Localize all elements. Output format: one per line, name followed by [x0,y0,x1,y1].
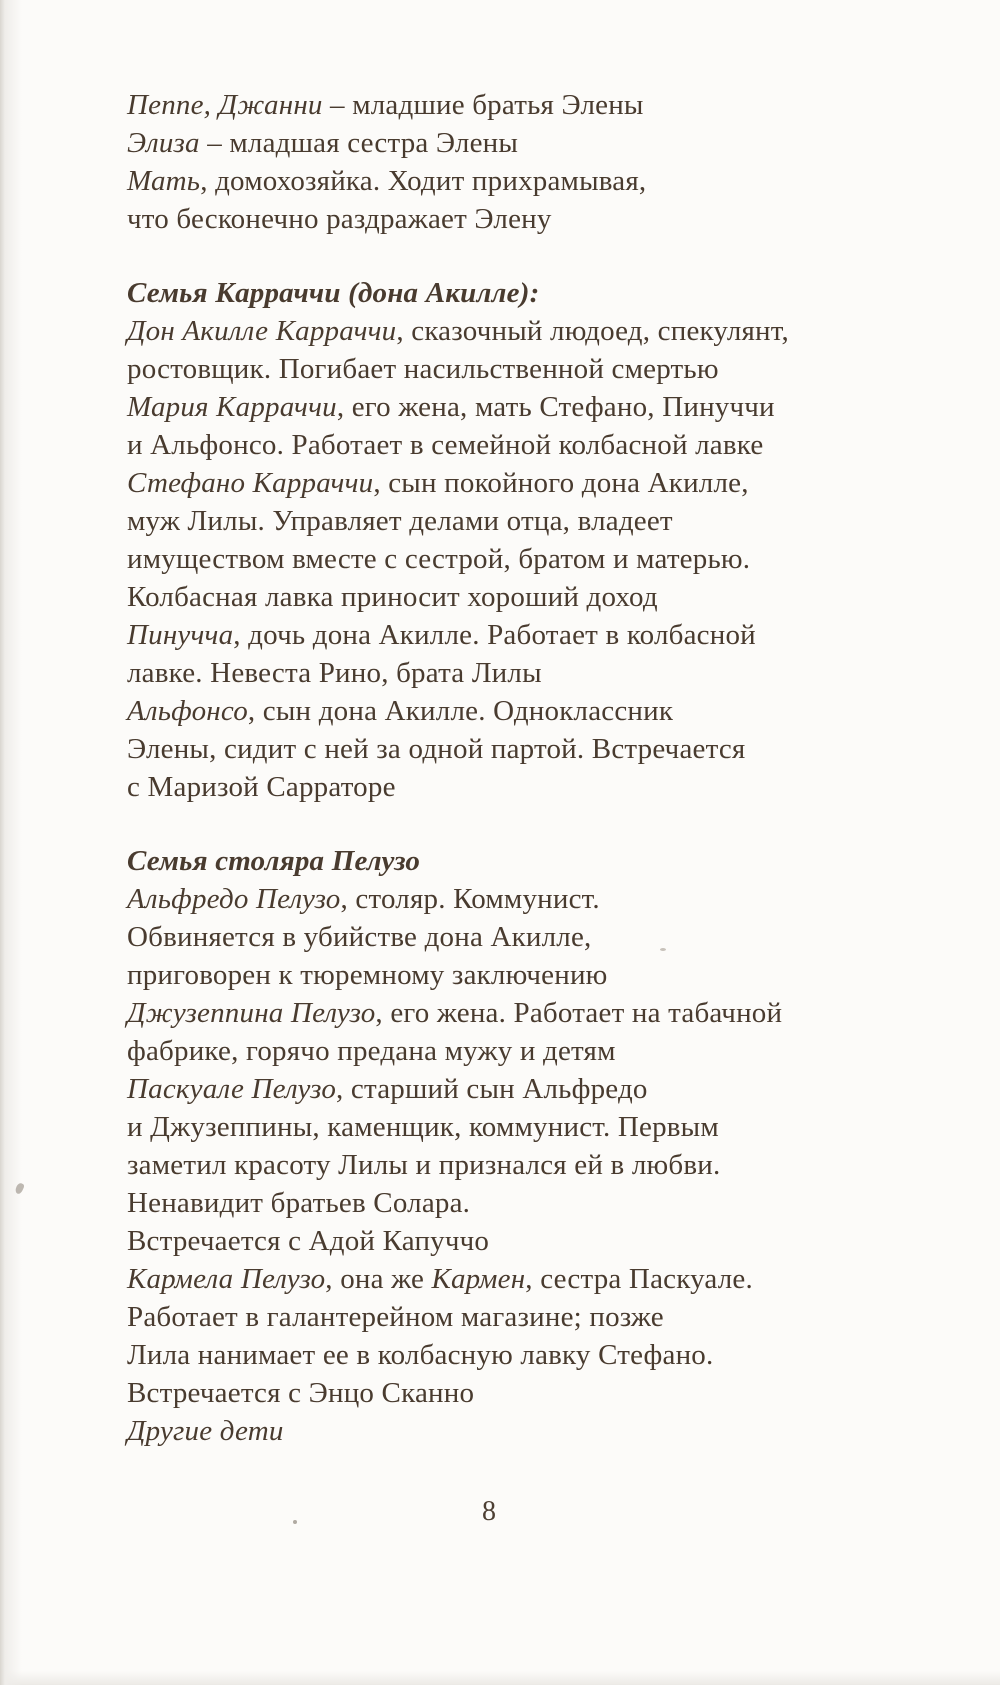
page-number: 8 [482,1496,496,1527]
character-name: Стефано Карраччи [127,467,374,499]
text-line [127,426,899,464]
text-block [127,842,899,1450]
text-line [127,918,899,956]
text-line [127,1184,899,1222]
text-line [127,654,899,692]
text-line [127,1032,899,1070]
text-line [127,768,899,806]
line-text: Встречается с Адой Капуччо [127,1225,490,1257]
line-text: , сестра Паскуале. [525,1263,753,1295]
line-text: , его жена. Работает на табачной [375,997,783,1029]
character-name: Кармен [431,1263,526,1295]
line-text: Обвиняется в убийстве дона Акилле, [127,921,592,953]
text-line [127,86,899,124]
line-text: Ненавидит братьев Солара. [127,1187,471,1219]
text-line [127,1108,899,1146]
text-line [127,350,899,388]
section-heading: Семья столяра Пелузо [127,845,421,877]
line-text: Колбасная лавка приносит хороший доход [127,581,658,613]
line-text: муж Лилы. Управляет делами отца, владеет [127,505,673,537]
text-line [127,730,899,768]
character-name: Паскуале Пелузо [127,1073,337,1105]
line-text: что бесконечно раздражает Элену [127,203,552,235]
line-text: , столяр. Коммунист. [340,883,600,915]
character-name: Элиза [127,127,200,159]
line-text: фабрике, горячо предана мужу и детям [127,1035,616,1067]
character-name: Пинучча [127,619,234,651]
character-name: Дон Акилле Карраччи [127,315,397,347]
section-heading: Семья Карраччи (дона Акилле): [127,277,540,309]
line-text: , сказочный людоед, спекулянт, [396,315,789,347]
line-text: , она же [325,1263,432,1295]
line-text: , старший сын Альфредо [336,1073,648,1105]
line-text: и Джузеппины, каменщик, коммунист. Первым [127,1111,719,1143]
text-line [127,616,899,654]
line-text: , дочь дона Акилле. Работает в колбасной [233,619,756,651]
text-line [127,880,899,918]
text-line [127,502,899,540]
character-name: Пеппе, Джанни [127,89,323,121]
line-text: Встречается с Энцо Сканно [127,1377,475,1409]
scan-artifact [660,948,666,951]
line-text: , сын покойного дона Акилле, [373,467,749,499]
text-line [127,124,899,162]
character-name: Другие дети [127,1415,284,1447]
line-text: с Маризой Сарраторе [127,771,396,803]
text-line [127,200,899,238]
text-line [127,1222,899,1260]
line-text: ростовщик. Погибает насильственной смертью [127,353,719,385]
character-name: Джузеппина Пелузо [127,997,376,1029]
scan-artifact [293,1520,297,1524]
character-name: Альфредо Пелузо [127,883,341,915]
line-text: лавке. Невеста Рино, брата Лилы [127,657,542,689]
text-line [127,1146,899,1184]
text-block [127,274,899,806]
text-line [127,312,899,350]
line-text: – младшая сестра Элены [199,127,519,159]
line-text: имуществом вместе с сестрой, братом и матерью. [127,543,751,575]
page-content [127,86,899,1450]
text-line [127,1336,899,1374]
line-text: Работает в галантерейном магазине; позже [127,1301,664,1333]
character-name: Мария Карраччи [127,391,337,423]
text-line [127,464,899,502]
line-text: Элены, сидит с ней за одной партой. Встречается [127,733,746,765]
line-text: Лила нанимает ее в колбасную лавку Стефано. [127,1339,714,1371]
line-text: , домохозяйка. Ходит прихрамывая, [200,165,647,197]
text-line [127,578,899,616]
text-line [127,540,899,578]
text-line [127,956,899,994]
text-line [127,1070,899,1108]
line-text: – младшие братья Элены [322,89,644,121]
line-text: приговорен к тюремному заключению [127,959,608,991]
text-line [127,1374,899,1412]
scan-artifact [14,1182,25,1195]
line-text: заметил красоту Лилы и признался ей в любви. [127,1149,721,1181]
line-text: , его жена, мать Стефано, Пинуччи [336,391,775,423]
line-text: и Альфонсо. Работает в семейной колбасной лавке [127,429,764,461]
text-line [127,162,899,200]
text-block [127,86,899,238]
character-name: Альфонсо [127,695,248,727]
text-line [127,692,899,730]
line-text: , сын дона Акилле. Одноклассник [247,695,674,727]
text-line [127,1260,899,1298]
text-line [127,388,899,426]
text-line [127,994,899,1032]
character-name: Мать [127,165,201,197]
character-name: Кармела Пелузо [127,1263,326,1295]
text-line [127,1412,899,1450]
text-line [127,1298,899,1336]
